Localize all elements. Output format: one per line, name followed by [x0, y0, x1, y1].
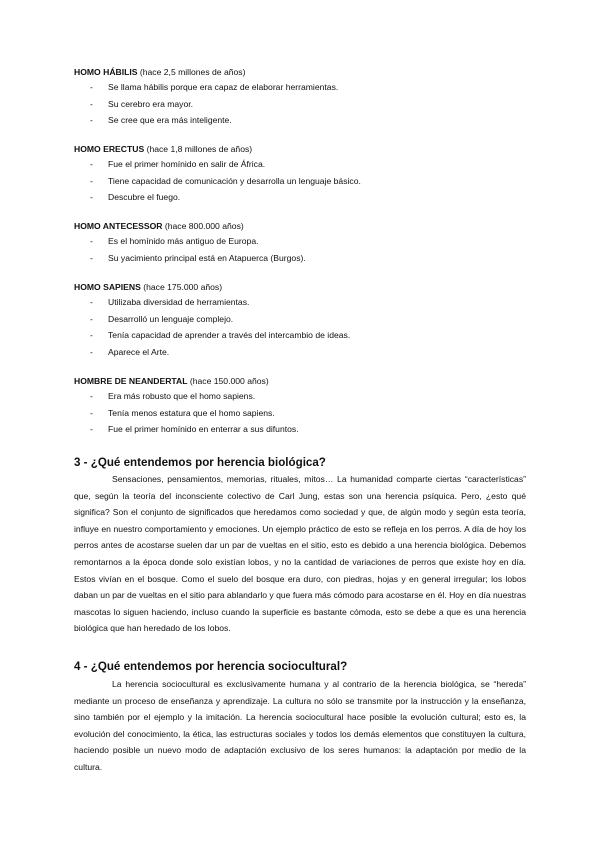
species-block-homo-habilis	[74, 66, 534, 129]
fact-list	[74, 156, 534, 206]
list-item	[74, 96, 534, 113]
bullet-dash: -	[90, 82, 93, 92]
species-era: (hace 1,8 millones de años)	[146, 144, 253, 154]
species-name: HOMBRE DE NEANDERTAL	[74, 376, 188, 386]
list-item	[74, 294, 534, 311]
fact-text: Utilizaba diversidad de herramientas.	[108, 297, 250, 307]
bullet-dash: -	[90, 192, 93, 202]
species-era: (hace 2,5 millones de años)	[139, 67, 246, 77]
list-item	[74, 189, 534, 206]
bullet-dash: -	[90, 115, 93, 125]
list-item	[74, 112, 534, 129]
bullet-dash: -	[90, 175, 93, 186]
fact-text: Se llama hábilis porque era capaz de elaborar herramientas.	[108, 82, 339, 92]
fact-text: Es el homínido más antiguo de Europa.	[108, 236, 259, 246]
fact-text: Desarrolló un lenguaje complejo.	[108, 313, 234, 324]
list-item	[74, 421, 534, 438]
bullet-dash: -	[90, 236, 93, 246]
list-item	[74, 311, 534, 328]
list-item	[74, 405, 534, 422]
list-item	[74, 250, 534, 267]
list-item	[74, 327, 534, 344]
fact-text: Tenía capacidad de aprender a través del intercambio de ideas.	[108, 330, 351, 340]
species-name: HOMO SAPIENS	[74, 282, 141, 292]
bullet-dash: -	[90, 297, 93, 307]
list-item	[74, 344, 534, 361]
bullet-dash: -	[90, 313, 93, 324]
species-block-homo-antecessor	[74, 220, 534, 266]
fact-text: Fue el primer homínido en salir de África.	[108, 159, 266, 169]
fact-text: Su cerebro era mayor.	[108, 98, 194, 109]
fact-text: Descubre el fuego.	[108, 192, 181, 202]
list-item	[74, 156, 534, 173]
species-title	[74, 143, 534, 156]
fact-list	[74, 388, 534, 438]
species-name: HOMO ERECTUS	[74, 144, 145, 154]
bullet-dash: -	[90, 98, 93, 109]
bullet-dash: -	[90, 252, 93, 263]
species-name: HOMO ANTECESSOR	[74, 221, 163, 231]
fact-list	[74, 79, 534, 129]
species-title	[74, 281, 534, 294]
bullet-dash: -	[90, 330, 93, 340]
bullet-dash: -	[90, 424, 93, 434]
bullet-dash: -	[90, 391, 93, 401]
list-item	[74, 79, 534, 96]
fact-text: Tiene capacidad de comunicación y desarrolla un lenguaje básico.	[108, 175, 361, 186]
species-title	[74, 375, 534, 388]
bullet-dash: -	[90, 159, 93, 169]
list-item	[74, 233, 534, 250]
species-title	[74, 66, 534, 79]
section-4-paragraph: La herencia sociocultural es exclusivamente humana y al contrario de la herencia biológica, se “hereda” mediante un proceso de enseñanza y aprendizaje. La cultura no sólo se transmite por la instrucción y la enseñanza, sino también por el ejemplo y la imitación. La herencia sociocultural hace posible la evolución cultural; esto es, la evolución del conocimiento, la ética, las estructuras sociales y todos los demás elementos que constituyen la cultura, haciendo posible un nuevo modo de adaptación exclusivo de los seres humanos: la adaptación por medio de la cultura.	[74, 679, 526, 772]
fact-text: Su yacimiento principal está en Atapuerca (Burgos).	[108, 252, 306, 263]
fact-text: Tenía menos estatura que el homo sapiens.	[108, 407, 275, 418]
bullet-dash: -	[90, 407, 93, 418]
species-block-neandertal	[74, 375, 534, 438]
section-3-paragraph: Sensaciones, pensamientos, memorias, rituales, mitos… La humanidad comparte ciertas “características” que, según la teoría del inconsciente colectivo de Carl Jung, estas son una herencia psíquica. Pero, ¿esto qué significa? Son el conjunto de significados que heredamos como sociedad y que, de algún modo y según esta teoría, influye en nuestro comportamiento y emociones. Un ejemplo práctico de esto se refleja en los perros. A día de hoy los perros antes de acostarse suelen dar un par de vueltas en el sitio, esto es debido a una herencia biológica. Debemos remontarnos a la época donde solo existían lobos, y no la cantidad de variaciones de perros que existe hoy en día. Estos vivían en el bosque. Como el suelo del bosque era duro, con piedras, hojas y en general irregular; los lobos daban un par de vueltas en el sitio para ablandarlo y que fuera más cómodo para acostarse en él. Hoy en día nuestras mascotas lo siguen haciendo, incluso cuando la superficie es bastante cómoda, esto se debe a que es una herencia biológica que han heredado de los lobos.	[74, 474, 526, 634]
species-name: HOMO HÁBILIS	[74, 67, 138, 77]
species-block-homo-erectus	[74, 143, 534, 206]
fact-text: Se cree que era más inteligente.	[108, 115, 232, 125]
species-era: (hace 150.000 años)	[189, 376, 269, 386]
section-3-heading: 3 - ¿Qué entendemos por herencia biológica?	[74, 456, 326, 469]
fact-text: Fue el primer homínido en enterrar a sus difuntos.	[108, 424, 299, 434]
species-block-homo-sapiens	[74, 281, 534, 360]
bullet-dash: -	[90, 346, 93, 357]
section-4-heading: 4 - ¿Qué entendemos por herencia sociocultural?	[74, 660, 348, 673]
fact-list	[74, 233, 534, 266]
list-item	[74, 388, 534, 405]
fact-list	[74, 294, 534, 360]
list-item	[74, 173, 534, 190]
species-era: (hace 800.000 años)	[164, 221, 244, 231]
species-title	[74, 220, 534, 233]
fact-text: Aparece el Arte.	[108, 346, 170, 357]
fact-text: Era más robusto que el homo sapiens.	[108, 391, 256, 401]
species-era: (hace 175.000 años)	[143, 282, 223, 292]
